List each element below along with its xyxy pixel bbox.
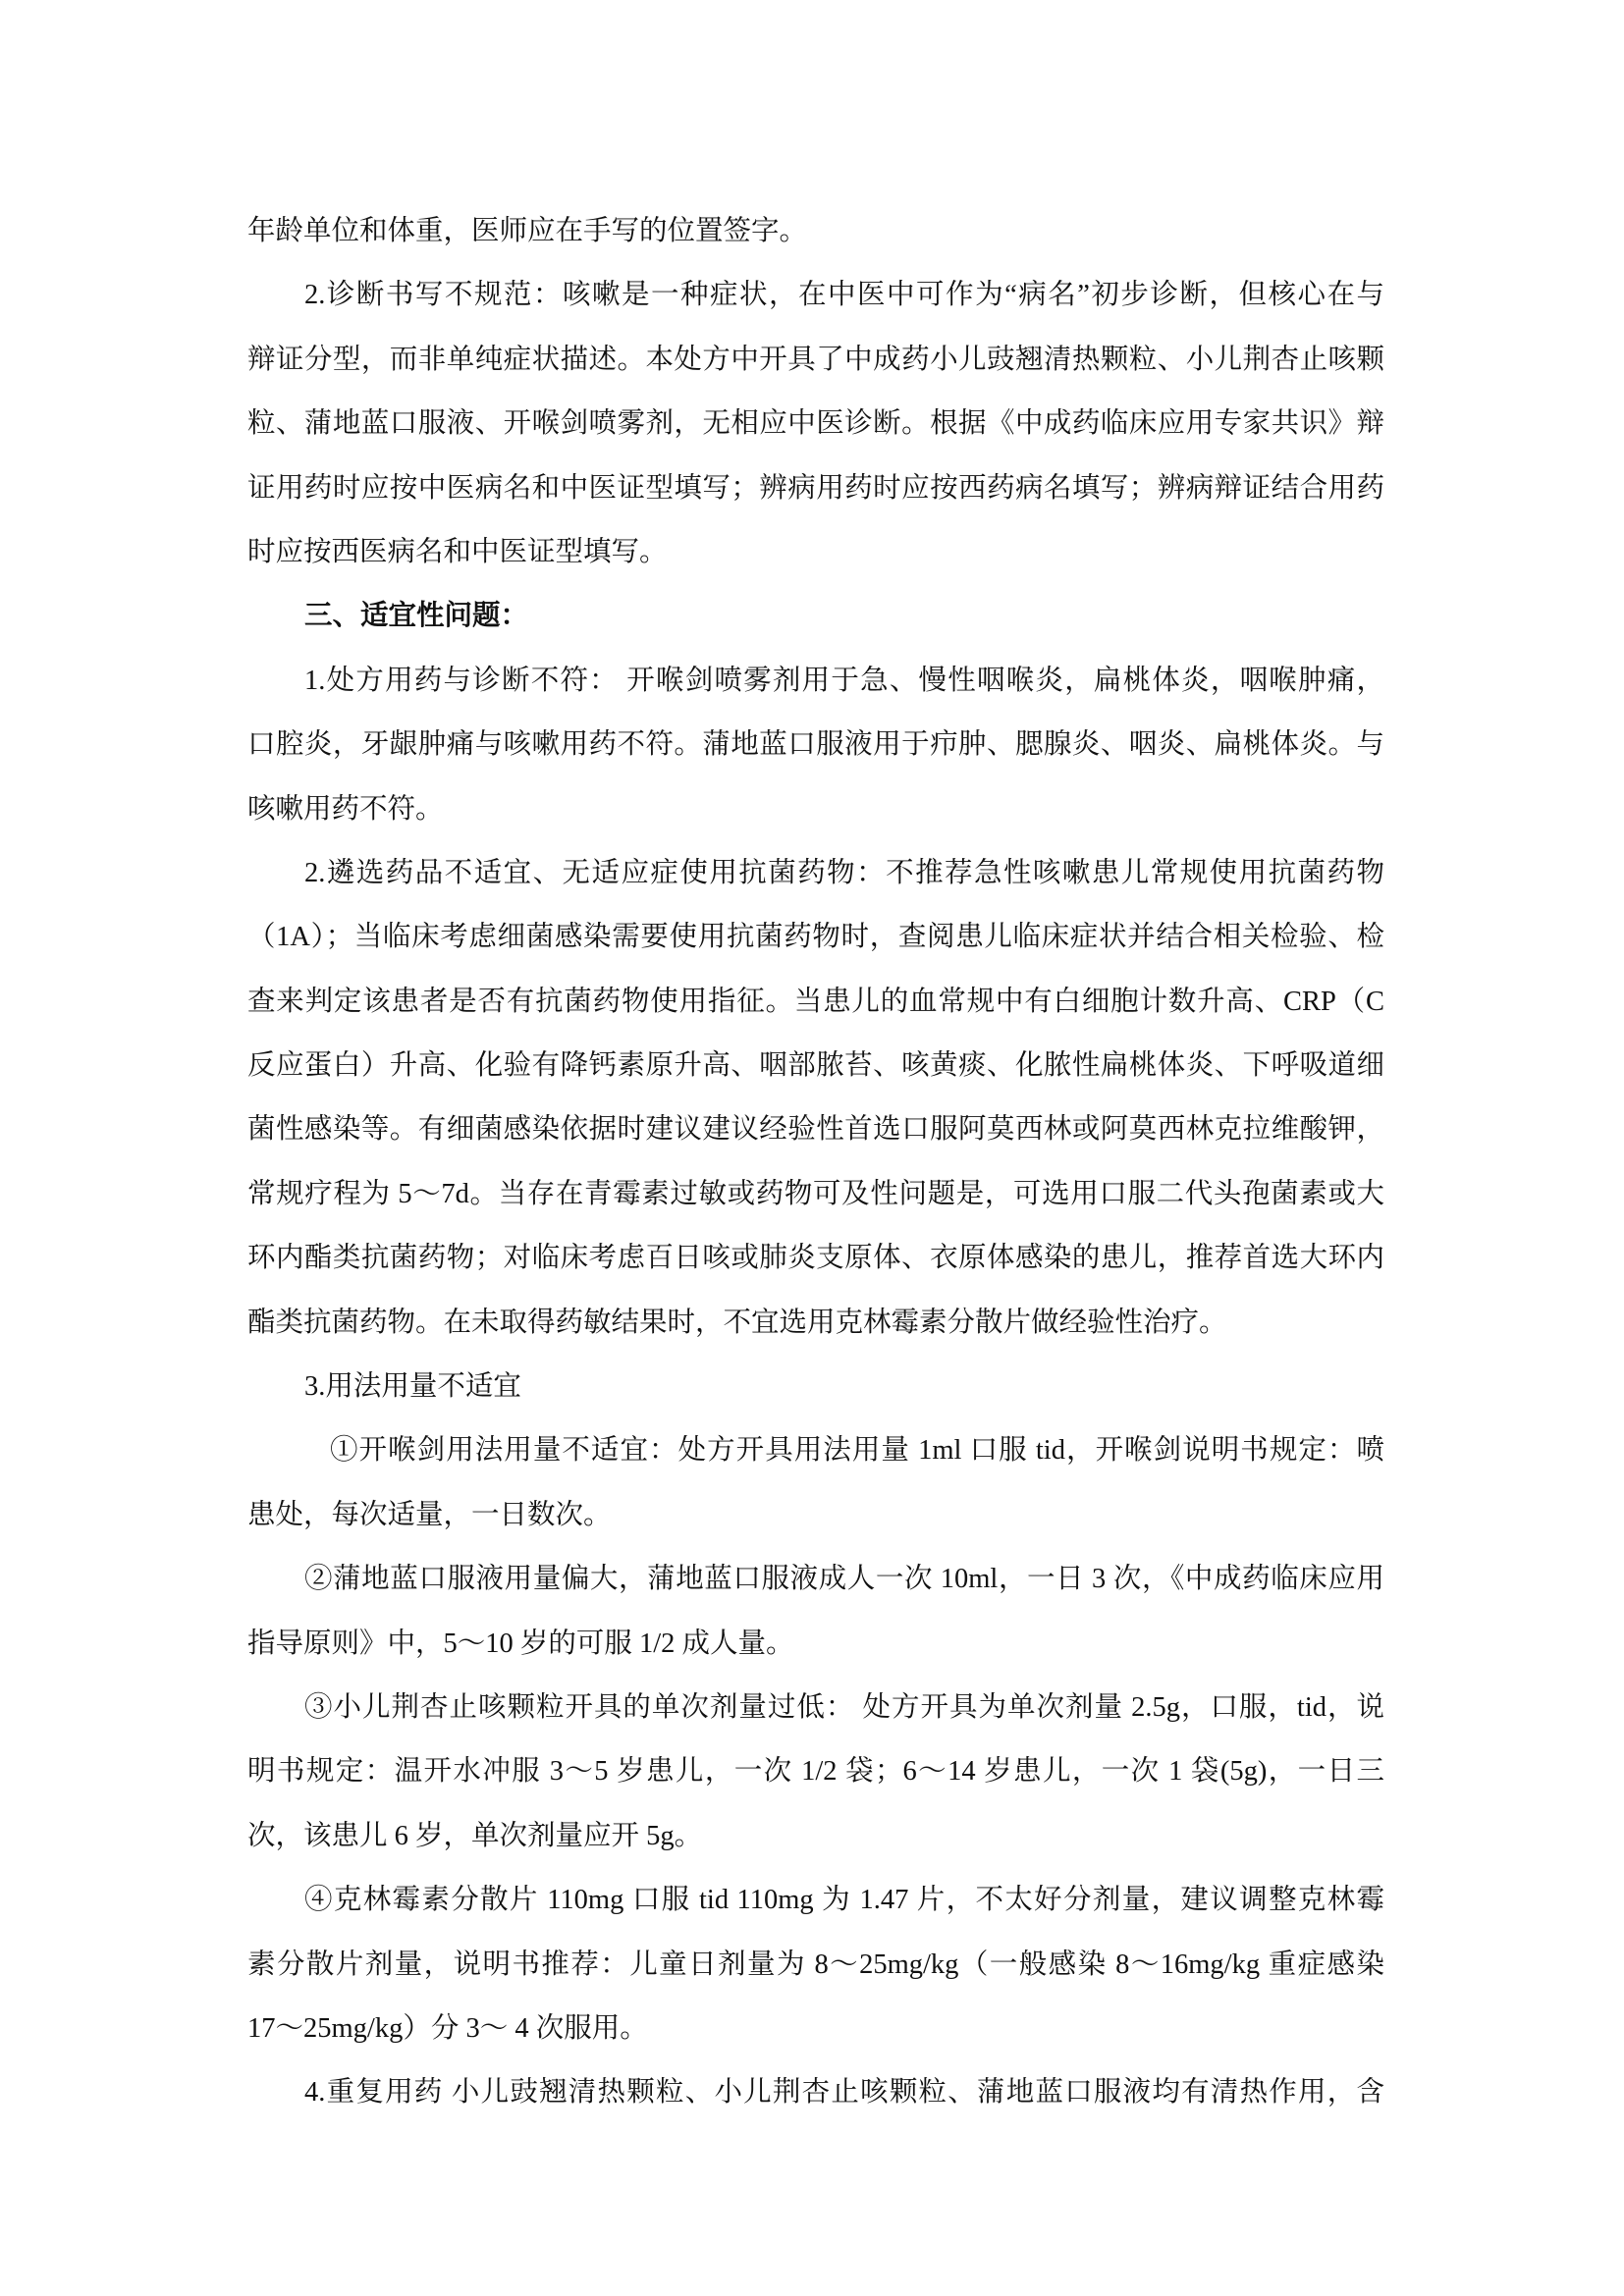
text-line: 17～25mg/kg）分 3～ 4 次服用。 — [247, 2012, 648, 2044]
text-line: 2.遴选药品不适宜、无适应症使用抗菌药物：不推荐急性咳嗽患儿常规使用抗菌药物 — [304, 857, 1384, 888]
text-line: 素分散片剂量，说明书推荐：儿童日剂量为 8～25mg/kg（一般感染 8～16mg/kg 重症感染 — [247, 1949, 1384, 1980]
text-line: 常规疗程为 5～7d。当存在青霉素过敏或药物可及性问题是，可选用口服二代头孢菌素或大 — [247, 1178, 1384, 1209]
text-line: 患处，每次适量，一日数次。 — [247, 1499, 612, 1530]
text-line: 证用药时应按中医病名和中医证型填写；辨病用药时应按西药病名填写；辨病辩证结合用药 — [247, 472, 1384, 504]
text-line: 查来判定该患者是否有抗菌药物使用指征。当患儿的血常规中有白细胞计数升高、CRP（C — [247, 986, 1384, 1017]
text-line: 辩证分型，而非单纯症状描述。本处方中开具了中成药小儿豉翘清热颗粒、小儿荆杏止咳颗 — [247, 344, 1384, 375]
text-line: 次，该患儿 6 岁，单次剂量应开 5g。 — [247, 1820, 703, 1851]
text-line: （1A）；当临床考虑细菌感染需要使用抗菌药物时，查阅患儿临床症状并结合相关检验、检 — [247, 922, 1384, 953]
text-line: ②蒲地蓝口服液用量偏大，蒲地蓝口服液成人一次 10ml，一日 3 次，《中成药临床应用 — [304, 1564, 1384, 1595]
paragraph-item-1 — [247, 1418, 1384, 1547]
text-line: 菌性感染等。有细菌感染依据时建议建议经验性首选口服阿莫西林或阿莫西林克拉维酸钾， — [247, 1114, 1384, 1146]
text-line: 1.处方用药与诊断不符： 开喉剑喷雾剂用于急、慢性咽喉炎，扁桃体炎，咽喉肿痛， — [304, 665, 1384, 696]
text-line: 反应蛋白）升高、化验有降钙素原升高、咽部脓苔、咳黄痰、化脓性扁桃体炎、下呼吸道细 — [247, 1050, 1384, 1082]
paragraph-drug-diagnosis-mismatch — [247, 649, 1384, 841]
paragraph-continuation — [247, 199, 1384, 263]
section-heading-text: 三、适宜性问题： — [304, 601, 529, 632]
text-line: 3.用法用量不适宜 — [304, 1371, 521, 1403]
text-line: 4.重复用药 小儿豉翘清热颗粒、小儿荆杏止咳颗粒、蒲地蓝口服液均有清热作用，含 — [304, 2077, 1384, 2109]
paragraph-item-2 — [247, 1547, 1384, 1676]
document-body — [247, 199, 1384, 2125]
text-line: ③小儿荆杏止咳颗粒开具的单次剂量过低： 处方开具为单次剂量 2.5g，口服，tid，说 — [304, 1691, 1384, 1723]
paragraph-duplicate-medication — [247, 2060, 1384, 2124]
text-line: ④克林霉素分散片 110mg 口服 tid 110mg 为 1.47 片，不太好分剂量，建议调整克林霉 — [304, 1885, 1384, 1916]
text-line: 指导原则》中，5～10 岁的可服 1/2 成人量。 — [247, 1628, 794, 1659]
paragraph-diagnosis-writing — [247, 263, 1384, 584]
text-line: 粒、蒲地蓝口服液、开喉剑喷雾剂，无相应中医诊断。根据《中成药临床应用专家共识》辩 — [247, 408, 1384, 440]
text-line: 口腔炎，牙龈肿痛与咳嗽用药不符。蒲地蓝口服液用于疖肿、腮腺炎、咽炎、扁桃体炎。与 — [247, 729, 1384, 761]
text-line: ①开喉剑用法用量不适宜：处方开具用法用量 1ml 口服 tid，开喉剑说明书规定：喷 — [330, 1435, 1384, 1467]
text-line: 2.诊断书写不规范：咳嗽是一种症状，在中医中可作为“病名”初步诊断，但核心在与 — [304, 280, 1384, 311]
text-line: 时应按西医病名和中医证型填写。 — [247, 536, 668, 567]
paragraph-item-4 — [247, 1868, 1384, 2060]
text-line: 明书规定：温开水冲服 3～5 岁患儿，一次 1/2 袋；6～14 岁患儿，一次 1 袋(5g)，一日三 — [247, 1756, 1384, 1788]
text-line: 酯类抗菌药物。在未取得药敏结果时，不宜选用克林霉素分散片做经验性治疗。 — [247, 1307, 1227, 1338]
paragraph-item-3 — [247, 1676, 1384, 1868]
text-line: 咳嗽用药不符。 — [247, 793, 444, 825]
paragraph-dosage-heading — [247, 1355, 1384, 1418]
section-heading — [247, 584, 1384, 648]
text-line: 年龄单位和体重，医师应在手写的位置签字。 — [247, 216, 808, 246]
text-line: 环内酯类抗菌药物；对临床考虑百日咳或肺炎支原体、衣原体感染的患儿，推荐首选大环内 — [247, 1243, 1384, 1274]
paragraph-antibiotic-selection — [247, 841, 1384, 1355]
